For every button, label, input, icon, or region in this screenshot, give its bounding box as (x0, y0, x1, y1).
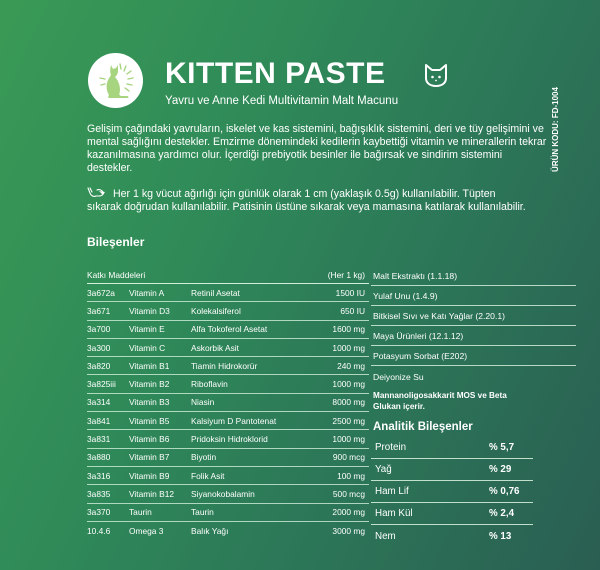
product-description: Gelişim çağındaki yavruların, iskelet ve kas sistemini, bağışıklık sistemini, deri ve tüy gelişimini ve mental sağlığını destekler. Emzirme dönemindeki kedilerin kaybettiği vitamin ve minerallerin tekrar kazanılmasına yardımcı olur. İçerdiği prebiyotik besinler ile bağırsak ve sindirim sistemini destekler. (87, 123, 547, 174)
table-row (87, 430, 369, 448)
table-row (87, 394, 369, 412)
cat-face-icon (423, 62, 449, 88)
table-row (87, 522, 369, 540)
additive-vitamin: Vitamin C (129, 342, 166, 353)
sitting-cat-icon (94, 59, 138, 103)
additive-amount: 2000 mg (332, 507, 365, 518)
hand-squeeze-icon (87, 187, 107, 199)
additive-name: Pridoksin Hidroklorid (191, 434, 268, 445)
additive-name: Siyanokobalamin (191, 488, 255, 499)
additive-vitamin: Vitamin B12 (129, 488, 175, 499)
product-code: ÜRÜN KODU: FD-1004 (550, 86, 560, 172)
table-row (371, 481, 533, 503)
additive-code: 3a316 (87, 470, 111, 481)
ingredients-heading: Bileşenler (87, 235, 145, 249)
additive-code: 3a841 (87, 415, 111, 426)
additive-vitamin: Vitamin E (129, 324, 165, 335)
additive-amount: 900 mcg (332, 452, 365, 463)
additive-name: Kolekalsiferol (191, 305, 241, 316)
table-row (87, 375, 369, 393)
analytic-value: % 13 (489, 530, 512, 542)
additive-code: 3a370 (87, 507, 111, 518)
analytic-label: Ham Lif (375, 486, 409, 497)
additive-code: 3a825iii (87, 379, 116, 390)
additive-amount: 1000 mg (332, 379, 365, 390)
table-row (87, 467, 369, 485)
additive-amount: 650 IU (340, 305, 365, 316)
additive-amount: 1600 mg (332, 324, 365, 335)
additive-name: Riboflavin (191, 379, 228, 390)
analytic-heading: Analitik Bileşenler (373, 421, 473, 433)
usage-text: Her 1 kg vücut ağırlığı için günlük olarak 1 cm (yaklaşık 0.5g) kullanılabilir. Tüpten sıkarak doğrudan kullanılabilir. Patisinin üstüne sıkarak veya mamasına katılarak kullanılabilir. (87, 188, 526, 213)
additive-vitamin: Vitamin B3 (129, 397, 170, 408)
analytic-value: % 0,76 (489, 486, 520, 497)
additive-vitamin: Omega 3 (129, 526, 164, 536)
table-row (87, 412, 369, 430)
additive-name: Biyotin (191, 452, 217, 463)
product-title: KITTEN PASTE (165, 57, 386, 90)
list-item: Bitkisel Sıvı ve Katı Yağlar (2.20.1) (371, 306, 576, 326)
additive-vitamin: Vitamin B1 (129, 360, 170, 371)
additive-code: 3a700 (87, 324, 111, 335)
table-row (87, 302, 369, 320)
usage-instructions (87, 187, 527, 214)
additive-code: 3a880 (87, 452, 111, 463)
additive-vitamin: Vitamin B6 (129, 434, 170, 445)
additive-code: 3a671 (87, 305, 111, 316)
mos-note: Mannanoligosakkarit MOS ve Beta Glukan içerir. (373, 391, 507, 411)
list-item: Deiyonize Su (373, 371, 424, 382)
table-row (371, 503, 533, 525)
table-row (87, 284, 369, 302)
additive-amount: 3000 mg (332, 526, 365, 536)
table-row (87, 321, 369, 339)
additive-amount: 1500 IU (335, 287, 365, 298)
table-row (371, 525, 533, 547)
additive-name: Niasin (191, 397, 215, 408)
additive-name: Taurin (191, 507, 214, 518)
additive-code: 3a835 (87, 488, 111, 499)
additive-name: Askorbik Asit (191, 342, 239, 353)
additive-vitamin: Vitamin B2 (129, 379, 170, 390)
list-item: Potasyum Sorbat (E202) (371, 346, 576, 366)
analytic-value: % 5,7 (489, 442, 515, 453)
additive-code: 10.4.6 (87, 526, 111, 536)
additive-amount: 100 mg (337, 470, 365, 481)
table-row (87, 504, 369, 522)
additive-amount: 1000 mg (332, 434, 365, 445)
table-row (87, 357, 369, 375)
additive-code: 3a831 (87, 434, 111, 445)
table-row (87, 485, 369, 503)
table-row (87, 449, 369, 467)
analytic-label: Nem (375, 530, 396, 542)
additives-header (87, 266, 369, 284)
additive-vitamin: Vitamin B7 (129, 452, 170, 463)
list-item: Maya Ürünleri (12.1.12) (371, 326, 576, 346)
additive-amount: 8000 mg (332, 397, 365, 408)
additives-table (87, 266, 369, 540)
additives-header-unit: (Her 1 kg) (327, 269, 365, 280)
table-row (87, 339, 369, 357)
table-row (371, 459, 533, 481)
additive-amount: 240 mg (337, 360, 365, 371)
list-item: Yulaf Unu (1.4.9) (371, 286, 576, 306)
additive-code: 3a820 (87, 360, 111, 371)
analytic-table (371, 437, 533, 547)
analytic-label: Yağ (375, 464, 392, 475)
additive-code: 3a314 (87, 397, 111, 408)
table-row (371, 437, 533, 459)
logo-badge (88, 53, 143, 108)
product-subtitle: Yavru ve Anne Kedi Multivitamin Malt Macunu (165, 95, 399, 107)
additive-name: Tiamin Hidrokorür (191, 360, 258, 371)
analytic-value: % 29 (489, 464, 512, 475)
additive-name: Kalsiyum D Pantotenat (191, 415, 277, 426)
additive-name: Folik Asit (191, 470, 225, 481)
additive-amount: 500 mcg (332, 488, 365, 499)
additive-name: Alfa Tokoferol Asetat (191, 324, 268, 335)
additive-vitamin: Vitamin D3 (129, 305, 170, 316)
additive-vitamin: Vitamin B9 (129, 470, 170, 481)
additive-vitamin: Vitamin A (129, 287, 165, 298)
analytic-label: Ham Kül (375, 508, 413, 519)
additive-amount: 2500 mg (332, 415, 365, 426)
additive-name: Balık Yağı (191, 526, 229, 536)
additive-code: 3a672a (87, 287, 115, 298)
additives-header-label: Katkı Maddeleri (87, 269, 146, 280)
additive-code: 3a300 (87, 342, 111, 353)
additive-vitamin: Vitamin B5 (129, 415, 170, 426)
additive-name: Retinil Asetat (191, 287, 240, 298)
list-item: Malt Ekstraktı (1.1.18) (371, 266, 576, 286)
additive-vitamin: Taurin (129, 507, 152, 518)
additive-amount: 1000 mg (332, 342, 365, 353)
analytic-label: Protein (375, 442, 407, 453)
analytic-value: % 2,4 (489, 508, 515, 519)
ingredients-list (371, 266, 576, 387)
